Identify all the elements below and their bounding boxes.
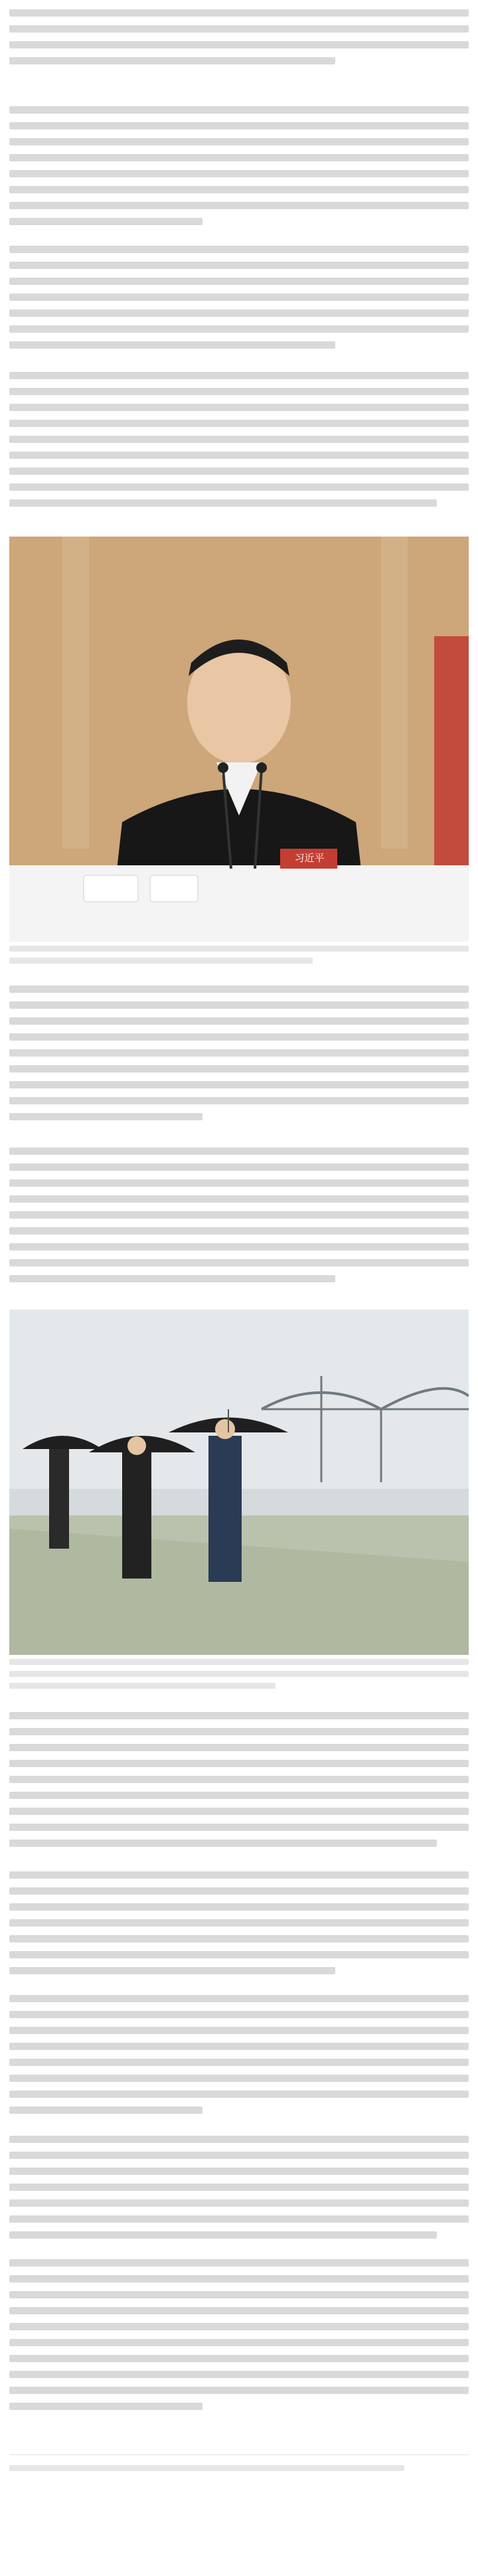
section-5-continued-paragraph — [9, 2259, 469, 2419]
text-line — [9, 1712, 469, 1719]
text-line — [9, 1728, 469, 1735]
text-line — [9, 2168, 469, 2175]
text-line — [9, 1049, 469, 1057]
section-2-paragraph — [9, 372, 469, 515]
text-line — [9, 341, 335, 349]
text-line — [9, 2291, 469, 2298]
text-line — [9, 1792, 469, 1799]
text-line — [9, 1033, 469, 1041]
nameplate-text: 习近平 — [294, 852, 325, 864]
text-line — [9, 218, 202, 225]
text-line — [9, 309, 469, 317]
text-line — [9, 106, 469, 114]
text-line — [9, 2403, 202, 2410]
section-1-continued-paragraph — [9, 246, 469, 357]
text-line — [9, 1113, 202, 1120]
text-line — [9, 404, 469, 411]
text-line — [9, 2199, 469, 2207]
text-line — [9, 1227, 469, 1235]
text-line — [9, 1259, 469, 1266]
text-line — [9, 1840, 437, 1847]
text-line — [9, 1808, 469, 1815]
photo-1 — [9, 537, 469, 942]
text-line — [9, 2136, 469, 2143]
text-line — [9, 1824, 469, 1831]
text-line — [9, 436, 469, 443]
text-line — [9, 9, 469, 17]
text-line — [9, 1776, 469, 1783]
photo-1-caption — [9, 946, 469, 970]
text-line — [9, 1097, 469, 1104]
text-line — [9, 452, 469, 459]
photo-2-illustration — [9, 1310, 469, 1655]
text-line — [9, 1179, 469, 1187]
text-line — [9, 372, 469, 379]
text-line — [9, 202, 469, 209]
text-line — [9, 170, 469, 177]
text-line — [9, 1275, 335, 1282]
text-line — [9, 41, 469, 48]
section-3-paragraph — [9, 1148, 469, 1291]
text-line — [9, 2027, 469, 2034]
text-line — [9, 2371, 469, 2378]
text-line — [9, 483, 469, 491]
text-line — [9, 1871, 469, 1879]
text-line — [9, 1065, 469, 1073]
text-line — [9, 1017, 469, 1025]
text-line — [9, 2323, 469, 2330]
text-line — [9, 1195, 469, 1203]
text-line — [9, 2339, 469, 2346]
text-line — [9, 154, 469, 161]
text-line — [9, 262, 469, 269]
text-line — [9, 186, 469, 193]
section-5-paragraph — [9, 2136, 469, 2247]
text-line — [9, 294, 469, 301]
text-line — [9, 2152, 469, 2159]
text-line — [9, 468, 469, 475]
photo-2-caption — [9, 1659, 469, 1695]
text-line — [9, 1243, 469, 1250]
section-2-continued-paragraph — [9, 986, 469, 1129]
text-line — [9, 1760, 469, 1767]
text-line — [9, 1163, 469, 1171]
text-line — [9, 246, 469, 253]
text-line — [9, 122, 469, 129]
intro-paragraph — [9, 9, 469, 73]
text-line — [9, 986, 469, 993]
text-line — [9, 1211, 469, 1219]
text-line — [9, 1148, 469, 1155]
text-line — [9, 2307, 469, 2314]
text-line — [9, 1081, 469, 1088]
photo-2 — [9, 1310, 469, 1655]
text-line — [9, 2231, 437, 2239]
text-line — [9, 2075, 469, 2082]
text-line — [9, 388, 469, 395]
text-line — [9, 1001, 469, 1009]
text-line — [9, 2184, 469, 2191]
text-line — [9, 1935, 469, 1942]
text-line — [9, 1903, 469, 1911]
text-line — [9, 420, 469, 427]
text-line — [9, 1951, 469, 1958]
footnote-rule — [9, 2454, 469, 2455]
text-line — [9, 25, 469, 33]
text-line — [9, 2259, 469, 2267]
section-3-continued-paragraph — [9, 1712, 469, 1855]
text-line — [9, 2091, 469, 2098]
text-line — [9, 2355, 469, 2362]
text-line — [9, 2215, 469, 2223]
text-line — [9, 2387, 469, 2394]
text-line — [9, 2059, 469, 2066]
text-line — [9, 2043, 469, 2050]
section-4-paragraph — [9, 1871, 469, 1983]
section-4-continued-paragraph — [9, 1995, 469, 2122]
text-line — [9, 2011, 469, 2018]
text-line — [9, 1995, 469, 2002]
text-line — [9, 325, 469, 333]
photo-1-illustration — [9, 537, 469, 942]
text-line — [9, 2106, 202, 2114]
text-line — [9, 1967, 335, 1974]
section-1-paragraph — [9, 106, 469, 234]
text-line — [9, 1744, 469, 1751]
footnote — [9, 2465, 469, 2477]
text-line — [9, 57, 335, 64]
text-line — [9, 278, 469, 285]
text-line — [9, 1887, 469, 1895]
text-line — [9, 1919, 469, 1927]
text-line — [9, 2275, 469, 2282]
text-line — [9, 499, 437, 507]
text-line — [9, 138, 469, 145]
article-body — [9, 0, 469, 2576]
